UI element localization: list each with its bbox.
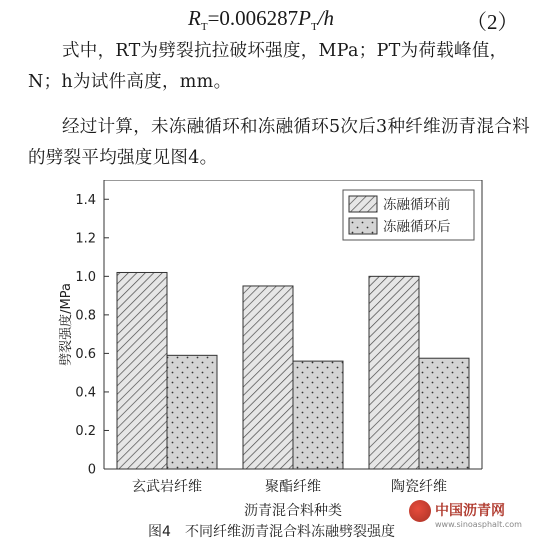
y-tick-label: 1.2 (75, 231, 96, 247)
x-axis-title: 沥青混合料种类 (244, 503, 342, 519)
eq-lhs: R (188, 6, 201, 30)
splitting-strength-bar-chart (0, 180, 543, 520)
watermark-url: www.sinoasphalt.com (435, 520, 522, 529)
watermark-name: 中国沥青网 (435, 503, 505, 519)
y-tick-label: 0.4 (75, 385, 96, 401)
legend-label-after: 冻融循环后 (383, 219, 451, 235)
eq-load: P (298, 6, 311, 30)
site-watermark (409, 496, 522, 538)
y-tick-label: 0 (87, 462, 96, 478)
x-tick-label: 陶瓷纤维 (391, 479, 447, 495)
x-tick-label: 聚酯纤维 (265, 479, 321, 495)
bar-after-1 (167, 355, 217, 469)
bar-before-3 (369, 276, 419, 469)
figure-caption: 图4 不同纤维沥青混合料冻融劈裂强度 (148, 524, 395, 540)
site-logo-icon (409, 500, 431, 522)
legend-swatch-before (349, 196, 377, 212)
legend-swatch-after (349, 218, 377, 234)
y-tick-label: 0.8 (75, 308, 96, 324)
equation-2 (0, 4, 543, 32)
x-tick-label: 玄武岩纤维 (132, 479, 202, 495)
y-tick-label: 1.4 (75, 192, 96, 208)
bar-before-1 (117, 272, 167, 469)
eq-lhs-sub: T (200, 21, 208, 34)
eq-height: /h (317, 6, 335, 30)
y-tick-label: 1.0 (75, 269, 96, 285)
eq-load-sub: T (310, 21, 318, 34)
equation-expression (188, 6, 334, 33)
y-tick-label: 0.6 (75, 346, 96, 362)
eq-coefficient: =0.006287 (207, 6, 299, 30)
bar-after-2 (293, 361, 343, 469)
bar-before-2 (243, 286, 293, 469)
bar-after-3 (419, 358, 469, 469)
paragraph-results-intro: 经过计算，未冻融循环和冻融循环5次后3种纤维沥青混合料的劈裂平均强度见图4。 (28, 117, 530, 168)
paragraph-symbol-definitions: 式中，RT为劈裂抗拉破坏强度，MPa；PT为荷载峰值，N；h为试件高度，mm。 (28, 41, 508, 92)
equation-number: （2） (466, 10, 519, 34)
y-tick-label: 0.2 (75, 423, 96, 439)
legend-label-before: 冻融循环前 (383, 197, 451, 213)
y-axis-title: 劈裂强度/MPa (59, 283, 74, 366)
